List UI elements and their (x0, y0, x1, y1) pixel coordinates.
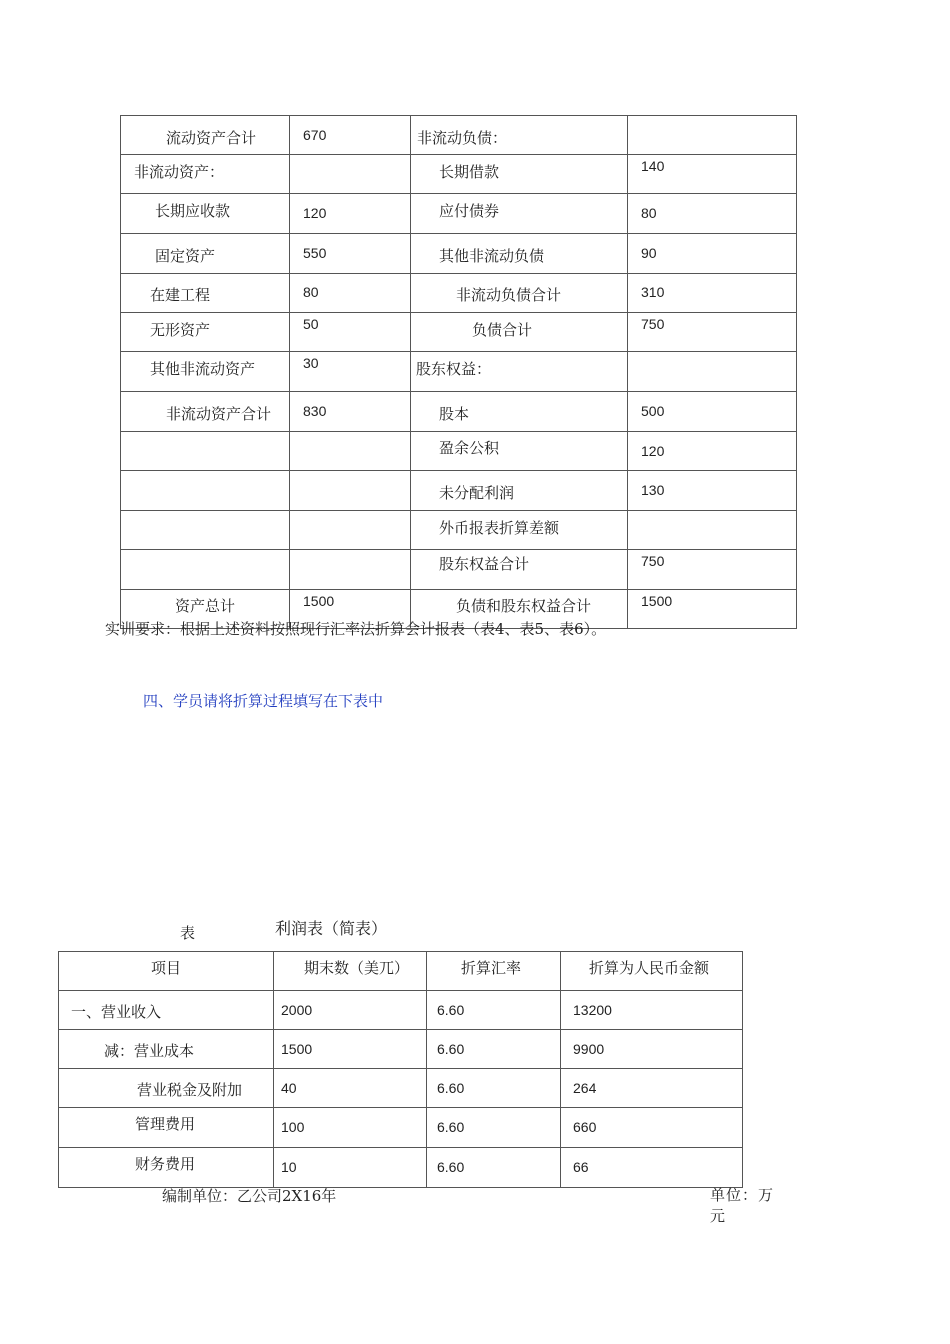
table-row (59, 1030, 743, 1069)
table-cell (121, 432, 290, 471)
table-cell (59, 1148, 274, 1188)
liability-label: 其他非流动负债 (439, 247, 545, 265)
table-cell (121, 550, 290, 590)
compiler-unit: 编制单位：乙公司2X16年 (162, 1187, 337, 1205)
table-cell (290, 352, 411, 392)
table-cell (628, 313, 797, 352)
table-cell (427, 1148, 561, 1188)
table-cell (411, 471, 628, 511)
period-amount: 10 (281, 1159, 297, 1175)
table-cell (290, 234, 411, 274)
liability-label: 未分配利润 (439, 484, 515, 502)
rmb-amount: 660 (573, 1119, 597, 1135)
table-cell (427, 991, 561, 1030)
liability-label: 股东权益合计 (439, 555, 530, 573)
asset-value: 120 (303, 205, 327, 221)
table-cell (290, 511, 411, 550)
header-item: 项目 (151, 959, 182, 977)
table-cell (628, 155, 797, 194)
liability-value: 1500 (641, 593, 673, 609)
table-cell (290, 274, 411, 313)
table-cell (561, 991, 743, 1030)
period-amount: 40 (281, 1080, 297, 1096)
table-cell (411, 550, 628, 590)
table-cell (290, 392, 411, 432)
requirement-text: 实训要求：根据上述资料按照现行汇率法折算会计报表（表4、表5、表6）。 (105, 620, 607, 638)
table-cell (274, 1108, 427, 1148)
asset-label: 资产总计 (175, 597, 236, 615)
header-rmb-amount: 折算为人民币金额 (589, 959, 710, 977)
asset-value: 550 (303, 245, 327, 261)
table-cell (561, 1030, 743, 1069)
table-row (121, 432, 797, 471)
table-cell (274, 1069, 427, 1108)
table-row (121, 511, 797, 550)
table-cell (121, 511, 290, 550)
period-amount: 2000 (281, 1002, 313, 1018)
table-row (121, 392, 797, 432)
period-amount: 1500 (281, 1041, 313, 1057)
asset-value: 830 (303, 403, 327, 419)
table-cell (411, 155, 628, 194)
currency-unit: 单位：万元 (710, 1186, 775, 1225)
liability-label: 应付债券 (439, 202, 500, 220)
liability-label: 长期借款 (439, 163, 500, 181)
asset-label: 在建工程 (150, 286, 211, 304)
table-cell (411, 352, 628, 392)
liability-label: 负债合计 (472, 321, 533, 339)
liability-value: 140 (641, 158, 665, 174)
table-cell (561, 1108, 743, 1148)
liability-label: 非流动负债： (417, 129, 508, 147)
exchange-rate: 6.60 (437, 1080, 465, 1096)
liability-label: 非流动负债合计 (456, 286, 562, 304)
table-header-cell (59, 952, 274, 991)
table-row (121, 550, 797, 590)
liability-label: 股本 (439, 405, 470, 423)
asset-label: 非流动资产： (134, 163, 225, 181)
income-statement-table (58, 951, 743, 1188)
table-cell (121, 194, 290, 234)
liability-label: 外币报表折算差额 (439, 519, 560, 537)
table-cell (427, 1069, 561, 1108)
table-row (121, 155, 797, 194)
period-amount: 100 (281, 1119, 305, 1135)
table-cell (411, 511, 628, 550)
asset-label: 流动资产合计 (166, 129, 257, 147)
exchange-rate: 6.60 (437, 1159, 465, 1175)
table-row (121, 194, 797, 234)
table-cell (121, 313, 290, 352)
table-cell (628, 274, 797, 313)
table-header-cell (561, 952, 743, 991)
asset-label: 固定资产 (155, 247, 216, 265)
table-header-row (59, 952, 743, 991)
table-cell (121, 392, 290, 432)
liability-value: 750 (641, 553, 665, 569)
income-table-title: 利润表（简表） (275, 919, 388, 938)
rmb-amount: 13200 (573, 1002, 612, 1018)
table-cell (121, 234, 290, 274)
header-rate: 折算汇率 (461, 959, 522, 977)
asset-value: 80 (303, 284, 319, 300)
table-cell (290, 155, 411, 194)
table-cell (274, 1030, 427, 1069)
table-cell (561, 1069, 743, 1108)
liability-value: 750 (641, 316, 665, 332)
table-cell (411, 313, 628, 352)
table-cell (628, 550, 797, 590)
table-cell (274, 991, 427, 1030)
table-row (59, 1069, 743, 1108)
table-cell (628, 590, 797, 629)
table-cell (411, 392, 628, 432)
table-row (59, 1108, 743, 1148)
header-period-amount: 期末数（美兀） (304, 959, 410, 977)
liability-label: 股东权益： (416, 360, 492, 378)
table-row (121, 234, 797, 274)
table-cell (290, 194, 411, 234)
asset-label: 其他非流动资产 (150, 360, 256, 378)
table-row (59, 1148, 743, 1188)
table-cell (628, 194, 797, 234)
rmb-amount: 264 (573, 1080, 597, 1096)
table-cell (290, 471, 411, 511)
table-cell (121, 274, 290, 313)
liability-label: 负债和股东权益合计 (456, 597, 592, 615)
asset-value: 1500 (303, 593, 335, 609)
income-table-prefix: 表 (180, 924, 196, 942)
asset-value: 30 (303, 355, 319, 371)
table-cell (59, 991, 274, 1030)
table-cell (121, 352, 290, 392)
table-cell (59, 1069, 274, 1108)
liability-label: 盈余公积 (439, 439, 500, 457)
table-cell (411, 432, 628, 471)
item-label: 减：营业成本 (104, 1042, 195, 1060)
item-label: 一、营业收入 (71, 1003, 162, 1021)
table-cell (59, 1108, 274, 1148)
asset-label: 无形资产 (150, 321, 211, 339)
liability-value: 310 (641, 284, 665, 300)
section-title: 四、学员请将折算过程填写在下表中 (143, 692, 384, 710)
balance-sheet-body (121, 116, 797, 629)
table-cell (628, 392, 797, 432)
table-cell (628, 234, 797, 274)
liability-value: 500 (641, 403, 665, 419)
liability-value: 80 (641, 205, 657, 221)
table-cell (411, 234, 628, 274)
asset-value: 50 (303, 316, 319, 332)
table-cell (411, 194, 628, 234)
exchange-rate: 6.60 (437, 1119, 465, 1135)
table-cell (628, 471, 797, 511)
table-header-cell (274, 952, 427, 991)
table-cell (628, 511, 797, 550)
asset-label: 长期应收款 (155, 202, 231, 220)
table-cell (121, 116, 290, 155)
table-cell (427, 1030, 561, 1069)
table-row (59, 991, 743, 1030)
table-header-cell (427, 952, 561, 991)
exchange-rate: 6.60 (437, 1041, 465, 1057)
table-cell (121, 155, 290, 194)
table-cell (121, 471, 290, 511)
liability-value: 120 (641, 443, 665, 459)
item-label: 财务费用 (135, 1155, 196, 1173)
table-row (121, 274, 797, 313)
asset-value: 670 (303, 127, 327, 143)
table-row (121, 352, 797, 392)
liability-value: 90 (641, 245, 657, 261)
table-cell (290, 313, 411, 352)
table-cell (628, 116, 797, 155)
table-cell (411, 116, 628, 155)
table-cell (59, 1030, 274, 1069)
rmb-amount: 66 (573, 1159, 589, 1175)
asset-label: 非流动资产合计 (166, 405, 272, 423)
table-cell (628, 432, 797, 471)
table-cell (290, 116, 411, 155)
table-cell (290, 432, 411, 471)
table-row (121, 116, 797, 155)
table-cell (561, 1148, 743, 1188)
table-cell (290, 550, 411, 590)
liability-value: 130 (641, 482, 665, 498)
item-label: 营业税金及附加 (137, 1081, 243, 1099)
table-cell (274, 1148, 427, 1188)
item-label: 管理费用 (135, 1115, 196, 1133)
balance-sheet-table (120, 115, 797, 629)
table-row (121, 471, 797, 511)
income-statement-body (59, 952, 743, 1188)
exchange-rate: 6.60 (437, 1002, 465, 1018)
table-cell (628, 352, 797, 392)
table-cell (427, 1108, 561, 1148)
table-row (121, 313, 797, 352)
table-cell (411, 274, 628, 313)
rmb-amount: 9900 (573, 1041, 605, 1057)
